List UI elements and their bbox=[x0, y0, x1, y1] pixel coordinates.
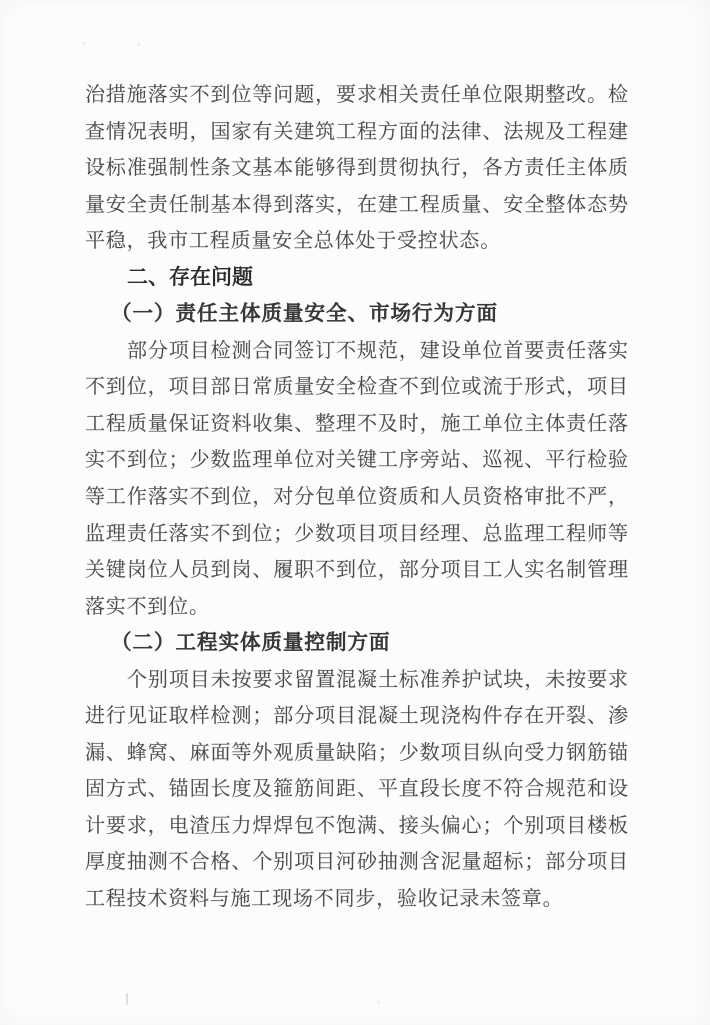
section-heading: 二、存在问题 bbox=[127, 265, 253, 289]
text-line: 工程质量保证资料收集、整理不及时，施工单位主体责任落 bbox=[85, 412, 628, 435]
text-line: 不到位，项目部日常质量安全检查不到位或流于形式，项目 bbox=[85, 376, 628, 399]
scan-artifact bbox=[137, 43, 141, 46]
text-line: 计要求，电渣压力焊焊包不饱满、接头偏心；个别项目楼板 bbox=[85, 814, 628, 837]
text-line: 厚度抽测不合格、个别项目河砂抽测含泥量超标；部分项目 bbox=[85, 851, 628, 874]
document-body bbox=[85, 77, 628, 918]
text-line: 固方式、锚固长度及箍筋间距、平直段长度不符合规范和设 bbox=[85, 778, 628, 801]
text-line: 漏、蜂窝、麻面等外观质量缺陷；少数项目纵向受力钢筋锚 bbox=[85, 741, 628, 764]
subsection-heading: （二）工程实体质量控制方面 bbox=[111, 632, 391, 655]
scan-artifact bbox=[83, 42, 86, 45]
text-line: 查情况表明，国家有关建筑工程方面的法律、法规及工程建 bbox=[85, 120, 628, 143]
scan-artifact bbox=[377, 1001, 380, 1004]
text-line: 设标准强制性条文基本能够得到贯彻执行，各方责任主体质 bbox=[85, 157, 628, 180]
text-line: 平稳，我市工程质量安全总体处于受控状态。 bbox=[85, 230, 501, 253]
text-line: 部分项目检测合同签订不规范，建设单位首要责任落实 bbox=[127, 339, 628, 362]
subsection-heading: （一）责任主体质量安全、市场行为方面 bbox=[111, 303, 498, 326]
scan-artifact bbox=[126, 993, 128, 1005]
text-line: 工程技术资料与施工现场不同步，验收记录未签章。 bbox=[85, 888, 564, 911]
text-line: 进行见证取样检测；部分项目混凝土现浇构件存在开裂、渗 bbox=[85, 705, 628, 728]
text-line: 个别项目未按要求留置混凝土标准养护试块，未按要求 bbox=[127, 668, 628, 691]
text-line: 治措施落实不到位等问题，要求相关责任单位限期整改。检 bbox=[85, 84, 628, 106]
text-line: 实不到位；少数监理单位对关键工序旁站、巡视、平行检验 bbox=[85, 449, 628, 472]
text-line: 监理责任落实不到位；少数项目项目经理、总监理工程师等 bbox=[85, 522, 628, 545]
text-line: 关键岗位人员到岗、履职不到位，部分项目工人实名制管理 bbox=[85, 559, 628, 582]
text-line: 落实不到位。 bbox=[85, 595, 210, 618]
text-line: 等工作落实不到位，对分包单位资质和人员资格审批不严， bbox=[85, 486, 628, 509]
text-line: 量安全责任制基本得到落实，在建工程质量、安全整体态势 bbox=[85, 193, 628, 216]
